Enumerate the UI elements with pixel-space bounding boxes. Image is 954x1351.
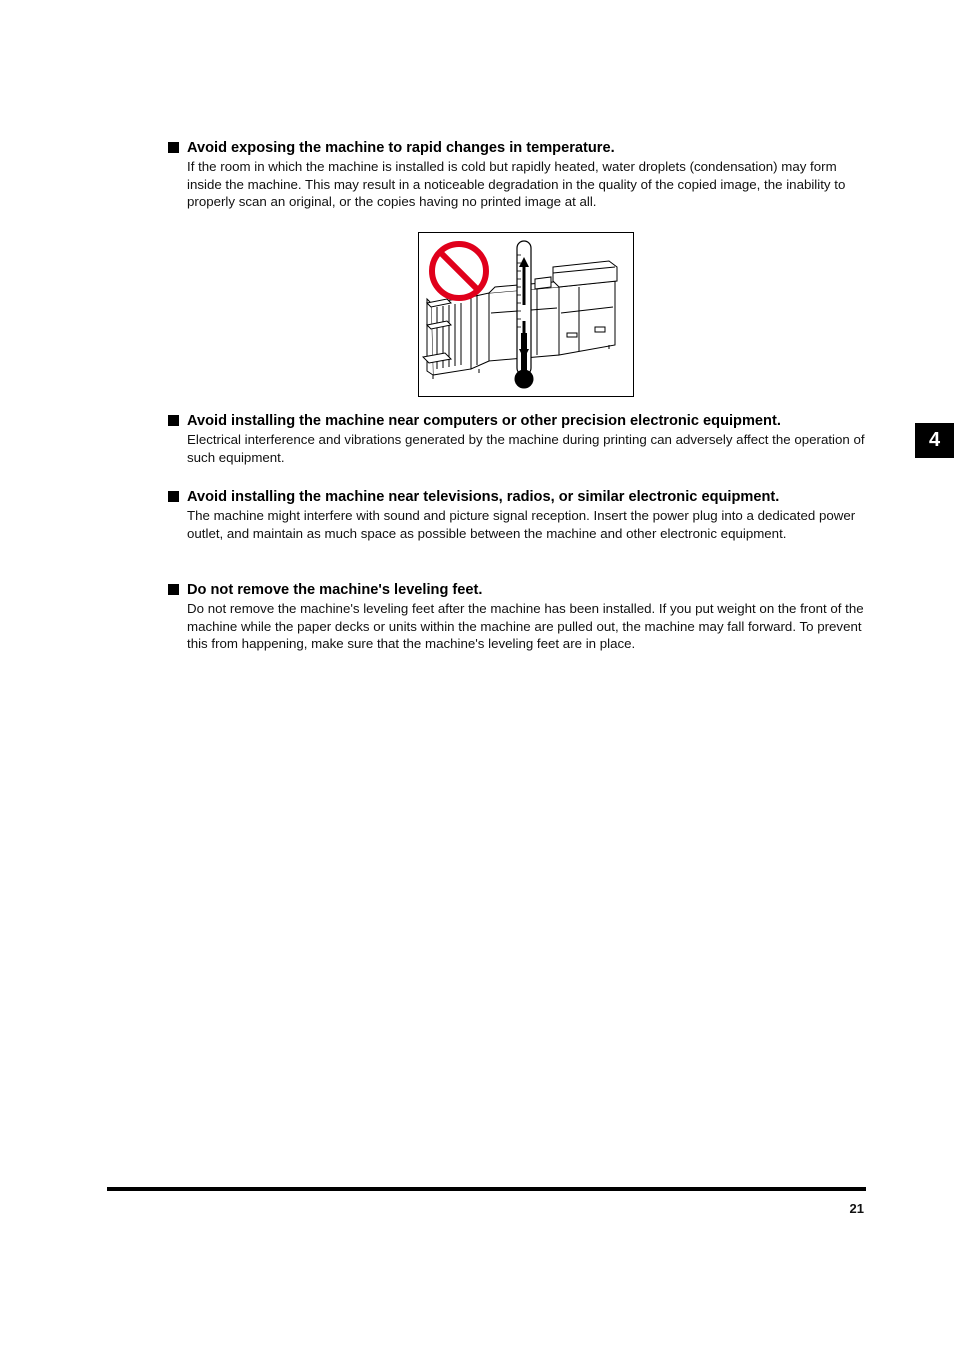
section-heading	[168, 488, 868, 506]
section-heading	[168, 412, 868, 430]
section-heading-text: Avoid exposing the machine to rapid changes in temperature.	[187, 140, 615, 156]
section-body: Do not remove the machine's leveling feet after the machine has been installed. If you put weight on the front of the machine while the paper decks or units within the machine are pulled out, the machine may fall forward. To prevent this from happening, make sure that the machine's leveling feet are in place.	[187, 601, 864, 651]
square-bullet-icon	[168, 491, 179, 502]
section-body: If the room in which the machine is installed is cold but rapidly heated, water droplets (condensation) may form inside the machine. This may result in a noticeable degradation in the quality of the copied image, the inability to properly scan an original, or the copies having no printed image at all.	[187, 159, 846, 209]
section-precision-equipment	[168, 412, 868, 466]
section-heading-text: Do not remove the machine's leveling feet.	[187, 582, 483, 598]
section-televisions-radios	[168, 488, 868, 542]
thermometer-icon	[515, 241, 533, 388]
section-heading	[168, 581, 868, 599]
square-bullet-icon	[168, 415, 179, 426]
temperature-change-illustration	[418, 232, 634, 397]
page-number: 21	[849, 1201, 864, 1216]
illustration-svg	[419, 233, 633, 396]
section-body: The machine might interfere with sound and picture signal reception. Insert the power plug into a dedicated power outlet, and maintain as much space as possible between the machine and other electronic equipment.	[187, 508, 856, 541]
prohibition-icon	[432, 244, 486, 298]
section-leveling-feet	[168, 581, 868, 653]
square-bullet-icon	[168, 584, 179, 595]
section-body: Electrical interference and vibrations generated by the machine during printing can adversely affect the operation of such equipment.	[187, 432, 865, 465]
square-bullet-icon	[168, 142, 179, 153]
chapter-tab: 4	[915, 423, 954, 458]
section-heading-text: Avoid installing the machine near televisions, radios, or similar electronic equipment.	[187, 489, 780, 505]
section-temperature	[168, 139, 868, 211]
section-heading-text: Avoid installing the machine near computers or other precision electronic equipment.	[187, 413, 781, 429]
section-heading	[168, 139, 868, 157]
footer-rule	[107, 1187, 866, 1191]
